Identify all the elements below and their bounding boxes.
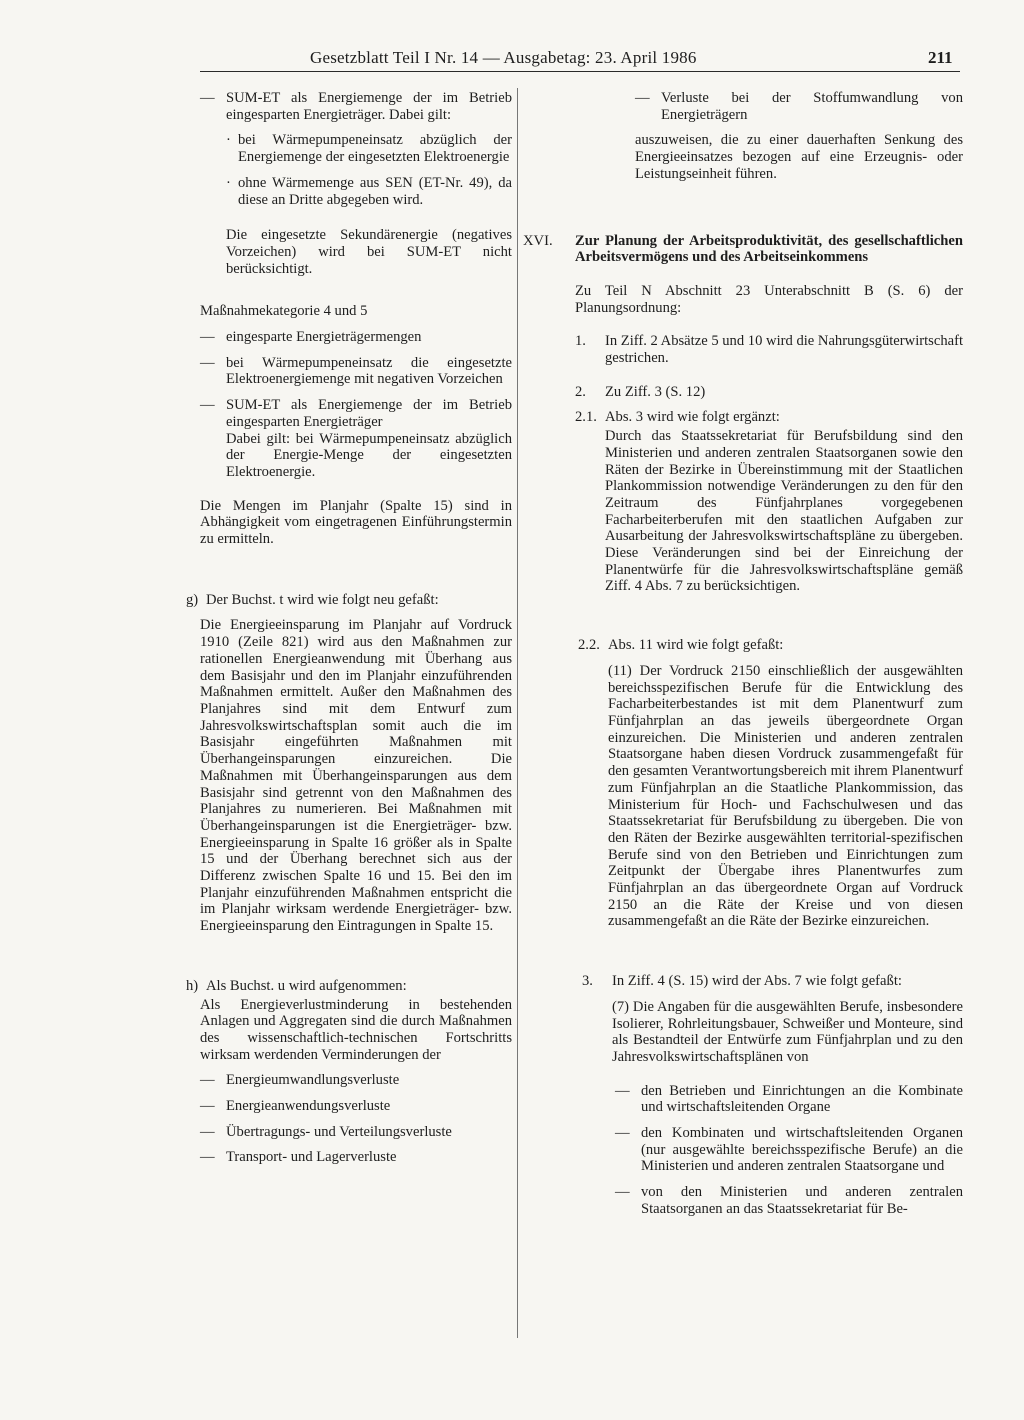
section-title: Als Buchst. u wird aufgenommen: bbox=[206, 977, 407, 994]
dash-item: — Energieumwandlungsverluste bbox=[200, 1072, 400, 1089]
dash-item-sumet: — SUM-ET als Energiemenge der im Betrieb eingesparten Energieträger. Dabei gilt: bbox=[200, 90, 512, 123]
dash-item: — bei Wärmepumpeneinsatz die eingesetzte Elektroenergiemenge mit negativen Vorzeichen bbox=[200, 354, 512, 388]
item-2-1: 2.1. Abs. 3 wird wie folgt ergänzt: bbox=[575, 409, 780, 426]
item-label: 1. bbox=[575, 333, 586, 350]
paragraph-2-1: Durch das Staatssekretariat für Berufsbildung sind den Ministerien und anderen zentralen Staatsorganen sowie den Räten der Bezirke in Übereinstimmung mit der Staatlichen Plankommission notwendige Veränderungen zu den für den Zeitraum des Fünfjahrplanes vorgegebenen Facharbeiterberufen mit den staatlichen Aufgaben zur Ausarbeitung der Jahresvolkswirtschaftspläne zu übergeben. Diese Veränderungen sind bei der Einreichung der Planentwürfe für die Jahresvolkswirtschaftspläne gemäß Ziff. 4 Abs. 7 zu berücksichtigen. bbox=[605, 428, 963, 595]
header-title: Gesetzblatt Teil I Nr. 14 — Ausgabetag: 23. April 1986 bbox=[310, 48, 697, 67]
item-2: 2. Zu Ziff. 3 (S. 12) bbox=[575, 383, 706, 400]
section-title: Der Buchst. t wird wie folgt neu gefaßt: bbox=[206, 591, 439, 608]
dash-item: — Transport- und Lagerverluste bbox=[200, 1149, 397, 1166]
item-2-2: 2.2. Abs. 11 wird wie folgt gefaßt: bbox=[578, 637, 784, 654]
page-number: 211 bbox=[928, 48, 953, 67]
section-g bbox=[186, 592, 512, 609]
item-label: 2. bbox=[575, 383, 586, 400]
dash-item: — Energieanwendungsverluste bbox=[200, 1098, 391, 1115]
bullet-list bbox=[226, 132, 512, 208]
section-title: Zur Planung der Arbeitsproduktivität, des gesellschaftlichen Arbeitsvermögens und des Arbeitseinkommens bbox=[575, 232, 963, 266]
dash-item: — von den Ministerien und anderen zentralen Staatsorganen an das Staatssekretariat für Be- bbox=[615, 1184, 963, 1217]
paragraph-2-2: (11) Der Vordruck 2150 einschließlich der ausgewählten bereichsspezifischen Berufe für die Entwicklung des Facharbeiterbestandes ist mit dem Planentwurf zum Fünfjahrplan an das jeweils übergeordnete Organ einzureichen. Die Ministerien und anderen zentralen Staatsorgane haben diesen Vordruck zusammengefaßt für den gesamten Verantwortungsbereich mit ihrem Planentwurf zum Fünfjahrplan an die Staatliche Plankommission, das Ministerium für Hoch- und Fachschulwesen und das Staatssekretariat für Berufsbildung zu übergeben. Die von den Räten der Bezirke ausgewählten territorial-spezifischen Berufe sind von den Betrieben und Einrichtungen zum Zeitpunkt der Übergabe ihres Planentwurfes zum Fünfjahrplan an das übergeordnete Organ auf Vordruck 2150 an die Räte der Kreise und von diesen zusammengefaßt an die Räte der Bezirke einzureichen. bbox=[608, 662, 963, 930]
item-label: 2.2. bbox=[578, 637, 600, 654]
section-label: h) bbox=[186, 977, 199, 994]
section-label: XVI. bbox=[523, 232, 553, 249]
paragraph-zu-teil: Zu Teil N Abschnitt 23 Unterabschnitt B (S. 6) der Planungsordnung: bbox=[575, 282, 963, 316]
column-divider bbox=[517, 88, 518, 1338]
left-column bbox=[186, 90, 512, 1166]
item-1: 1. In Ziff. 2 Absätze 5 und 10 wird die Nahrungsgüterwirtschaft gestrichen. bbox=[575, 333, 964, 367]
bullet-item: · bei Wärmepumpeneinsatz abzüglich der Energiemenge der eingesetzten Elektroenergie bbox=[226, 132, 512, 166]
subheading-kategorie: Maßnahmekategorie 4 und 5 bbox=[200, 303, 368, 320]
item-3: 3. In Ziff. 4 (S. 15) wird der Abs. 7 wie folgt gefaßt: bbox=[582, 973, 902, 990]
dash-item: — eingesparte Energieträgermengen bbox=[200, 329, 422, 346]
bullet-item: · ohne Wärmemenge aus SEN (ET-Nr. 49), da diese an Dritte abgegeben wird. bbox=[226, 174, 512, 208]
dash-item: — den Betrieben und Einrichtungen an die Kombinate und wirtschaftsleitenden Organe bbox=[615, 1082, 963, 1116]
item-label: 3. bbox=[582, 973, 593, 990]
dash-item-stoff: — Verluste bei der Stoffumwandlung von Energieträgern bbox=[635, 90, 963, 123]
dash-item: — SUM-ET als Energiemenge der im Betrieb eingesparten Energieträger bbox=[200, 397, 512, 430]
section-h bbox=[186, 978, 512, 995]
paragraph-3: (7) Die Angaben für die ausgewählten Berufe, insbesondere Isolierer, Rohrleitungsbauer, Schweißer und Monteure, sind als Bestandteil der Entwürfe zum Fünfjahrplan und zu den Jahresvolkswirtschaftsplänen von bbox=[612, 998, 963, 1065]
dash-item: — den Kombinaten und wirtschaftsleitenden Organen (nur ausgewählte bereichsspezifische Berufe) an die Ministerien und anderen zentralen Staatsorgane und bbox=[615, 1125, 963, 1175]
paragraph-dabei: Dabei gilt: bei Wärmepumpeneinsatz abzüglich der Energie-Menge der eingesetzten Elektroenergie. bbox=[226, 430, 512, 480]
header-rule bbox=[200, 71, 960, 72]
paragraph-g: Die Energieeinsparung im Planjahr auf Vordruck 1910 (Zeile 821) wird aus den Maßnahmen zur rationellen Energieanwendung mit Überhang aus dem Basisjahr und den im Planjahr einzuführenden Maßnahmen ermittelt. Außer den Maßnahmen des Planjahres sind mit dem Entwurf zum Jahresvolkswirtschaftsplan somit auch die im Basisjahr eingeführten Maßnahmen mit Überhangeinsparungen einzureichen. Die Maßnahmen mit Überhangeinsparungen aus dem Basisjahr sind getrennt von den Maßnahmen des Planjahres zu numerieren. Bei Maßnahmen mit Überhangeinsparungen ist die Energieträger- bzw. Energieeinsparung in Spalte 16 größer als in Spalte 15 und der Überhang berechnet sich aus der Differenz zwischen Spalte 16 und 15. Bei den im Planjahr einzuführenden Maßnahmen entspricht die im Planjahr wirksam werdende Energieträger- bzw. Energieeinsparung den Eintragungen in Spalte 15. bbox=[200, 617, 512, 935]
section-xvi bbox=[523, 233, 963, 266]
paragraph-auszuweisen: auszuweisen, die zu einer dauerhaften Senkung des Energieeinsatzes bezogen auf eine Erzeugnis- oder Leistungseinheit führen. bbox=[635, 132, 963, 182]
right-column bbox=[523, 90, 963, 1218]
item-label: 2.1. bbox=[575, 409, 597, 426]
section-label: g) bbox=[186, 591, 199, 608]
paragraph-mengen: Die Mengen im Planjahr (Spalte 15) sind in Abhängigkeit vom eingetragenen Einführungstermin zu ermitteln. bbox=[200, 497, 512, 548]
paragraph-h: Als Energieverlustminderung in bestehenden Anlagen und Aggregaten sind die durch Maßnahmen des wissenschaftlich-technischen Fortschritts wirksam werdenden Verminderungen der bbox=[200, 996, 512, 1063]
dash-item: — Übertragungs- und Verteilungsverluste bbox=[200, 1123, 452, 1140]
paragraph-sekundaer: Die eingesetzte Sekundärenergie (negatives Vorzeichen) wird bei SUM-ET nicht berücksichtigt. bbox=[226, 227, 512, 277]
